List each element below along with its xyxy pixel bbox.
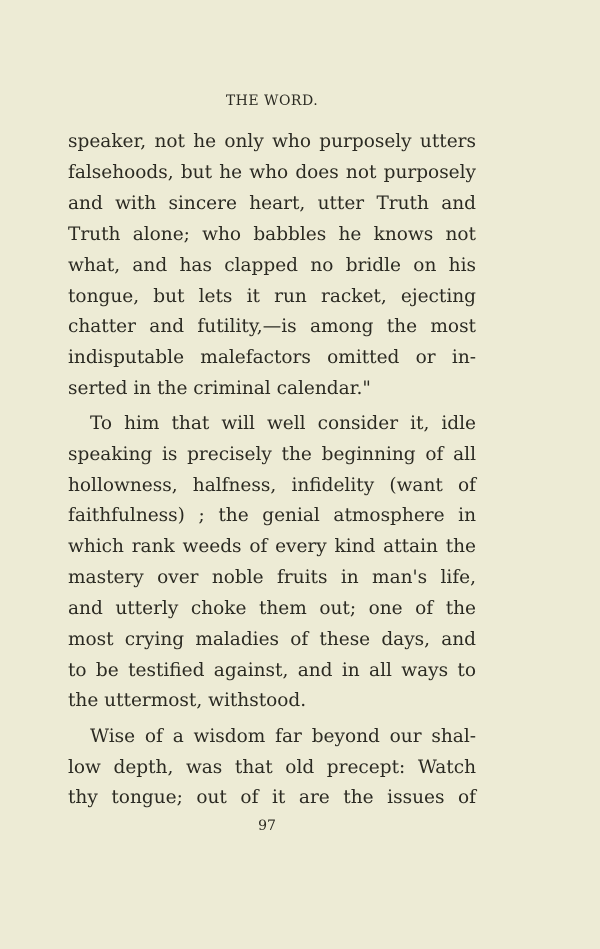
text-line: most crying maladies of these days, and (68, 629, 476, 650)
text-line: the uttermost, withstood. (68, 690, 307, 711)
text-line: Truth alone; who babbles he knows not (68, 224, 476, 245)
page-number: 97 (258, 818, 276, 834)
running-header: THE WORD. (225, 93, 319, 109)
text-line: tongue, but lets it run racket, ejecting (68, 286, 476, 307)
text-line: speaking is precisely the beginning of all (68, 444, 476, 465)
text-line: chatter and futility,—is among the most (68, 316, 476, 337)
text-line: hollowness, halfness, infidelity (want of (68, 475, 476, 496)
text-line: low depth, was that old precept: Watch (68, 757, 476, 778)
text-line: speaker, not he only who purposely utters (68, 131, 476, 152)
text-line: to be testified against, and in all ways to (68, 660, 476, 681)
text-line: Wise of a wisdom far beyond our shal- (90, 726, 476, 747)
text-line: faithfulness) ; the genial atmosphere in (68, 505, 476, 526)
text-line: what, and has clapped no bridle on his (68, 255, 476, 276)
text-line: thy tongue; out of it are the issues of (68, 787, 476, 808)
text-line: mastery over noble fruits in man's life, (68, 567, 476, 588)
text-line: To him that will well consider it, idle (90, 413, 476, 434)
text-line: which rank weeds of every kind attain the (68, 536, 476, 557)
text-line: falsehoods, but he who does not purposely (68, 162, 476, 183)
text-line: serted in the criminal calendar." (68, 378, 371, 399)
text-line: indisputable malefactors omitted or in- (68, 347, 476, 368)
text-line: and with sincere heart, utter Truth and (68, 193, 476, 214)
text-line: and utterly choke them out; one of the (68, 598, 476, 619)
